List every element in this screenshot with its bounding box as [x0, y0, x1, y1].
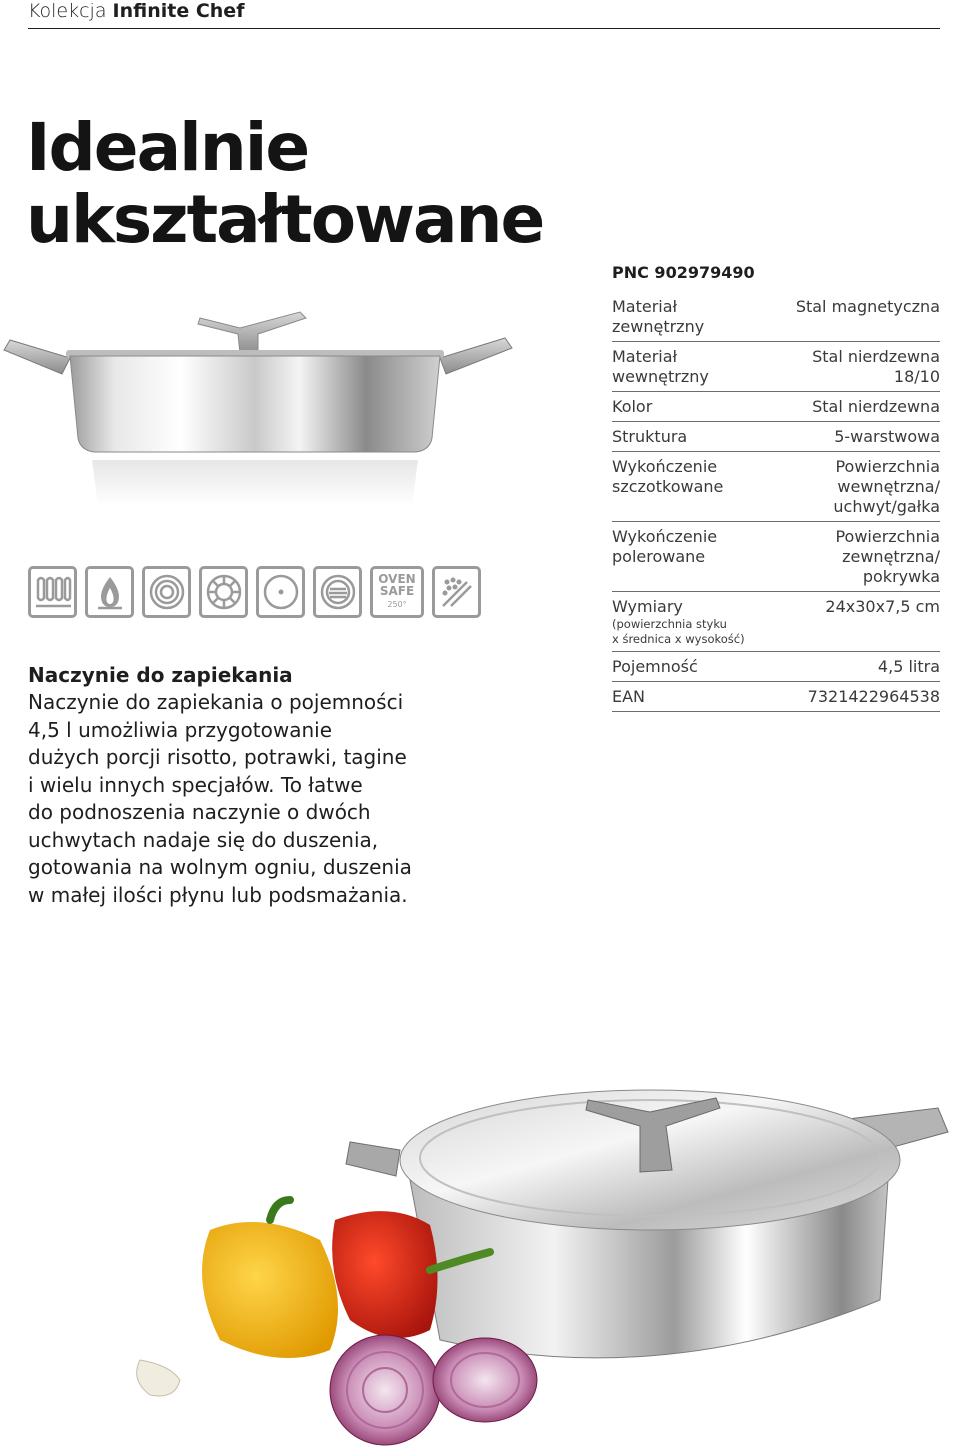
spec-value: Powierzchnia wewnętrzna/ uchwyt/gałka	[833, 457, 940, 516]
pan-side-image	[0, 300, 520, 520]
spec-row	[612, 652, 940, 682]
spec-value: 4,5 litra	[877, 657, 940, 676]
spec-key: Wykończenie szczotkowane	[612, 457, 724, 496]
header-prefix: Kolekcja	[28, 0, 107, 22]
page-title	[26, 109, 544, 258]
spec-row	[612, 592, 940, 652]
desc-line: dużych porcji risotto, potrawki, tagine	[28, 745, 407, 769]
spec-row	[612, 522, 940, 592]
pnc-code: PNC 902979490	[612, 263, 755, 282]
spec-value: 7321422964538	[807, 687, 940, 706]
spec-table	[612, 262, 940, 712]
product-description	[28, 689, 468, 909]
spec-value: Stal nierdzewna 18/10	[812, 347, 940, 386]
spec-key: Kolor	[612, 397, 653, 416]
induction-coil-icon	[28, 566, 77, 618]
desc-line: do podnoszenia naczynie o dwóch	[28, 800, 371, 824]
ceramic-icon	[256, 566, 305, 618]
oven-label-2: SAFE	[379, 584, 415, 598]
product-name: Naczynie do zapiekania	[28, 663, 293, 687]
desc-line: Naczynie do zapiekania o pojemności	[28, 690, 404, 714]
title-line-1: Idealnie	[26, 109, 309, 186]
desc-line: gotowania na wolnym ogniu, duszenia	[28, 855, 412, 879]
spec-key: Wykończenie polerowane	[612, 527, 718, 566]
spec-row	[612, 452, 940, 522]
halogen-icon	[199, 566, 248, 618]
desc-line: uchwytach nadaje się do duszenia,	[28, 827, 379, 852]
spec-value: Powierzchnia zewnętrzna/ pokrywka	[835, 527, 940, 586]
solid-plate-icon	[313, 566, 362, 618]
oven-label-1: OVEN	[378, 572, 416, 586]
spec-value: Stal nierdzewna	[812, 397, 940, 416]
spec-row	[612, 422, 940, 452]
spec-key: Pojemność	[612, 657, 698, 676]
cooktop-icons	[28, 566, 481, 618]
page-header	[28, 0, 940, 29]
spec-value: Stal magnetyczna	[795, 297, 940, 316]
spec-key: Materiał wewnętrzny	[612, 347, 709, 386]
pan-with-vegetables-image	[100, 1060, 960, 1451]
spec-row	[612, 682, 940, 712]
dishwasher-icon	[432, 566, 481, 618]
spec-row	[612, 292, 940, 342]
oven-temp: 250°	[387, 600, 407, 609]
spec-value: 5-warstwowa	[834, 427, 940, 446]
spec-row	[612, 342, 940, 392]
spec-key: Struktura	[612, 427, 688, 446]
spec-value: 24x30x7,5 cm	[825, 597, 940, 616]
desc-line: i wielu innych specjałów. To łatwe	[28, 772, 363, 797]
desc-line: 4,5 l umożliwia przygotowanie	[28, 717, 333, 742]
spec-key: Wymiary (powierzchnia styku x średnica x wysokość)	[612, 597, 745, 646]
spec-key: Materiał zewnętrzny	[612, 297, 705, 336]
desc-line: w małej ilości płynu lub podsmażania.	[28, 882, 408, 907]
electric-spiral-icon	[142, 566, 191, 618]
spec-row	[612, 392, 940, 422]
spec-key: EAN	[612, 687, 646, 706]
header-collection: Infinite Chef	[112, 0, 245, 22]
oven-safe-icon	[370, 566, 424, 618]
title-line-2: ukształtowane	[26, 181, 544, 258]
gas-flame-icon	[85, 566, 134, 618]
